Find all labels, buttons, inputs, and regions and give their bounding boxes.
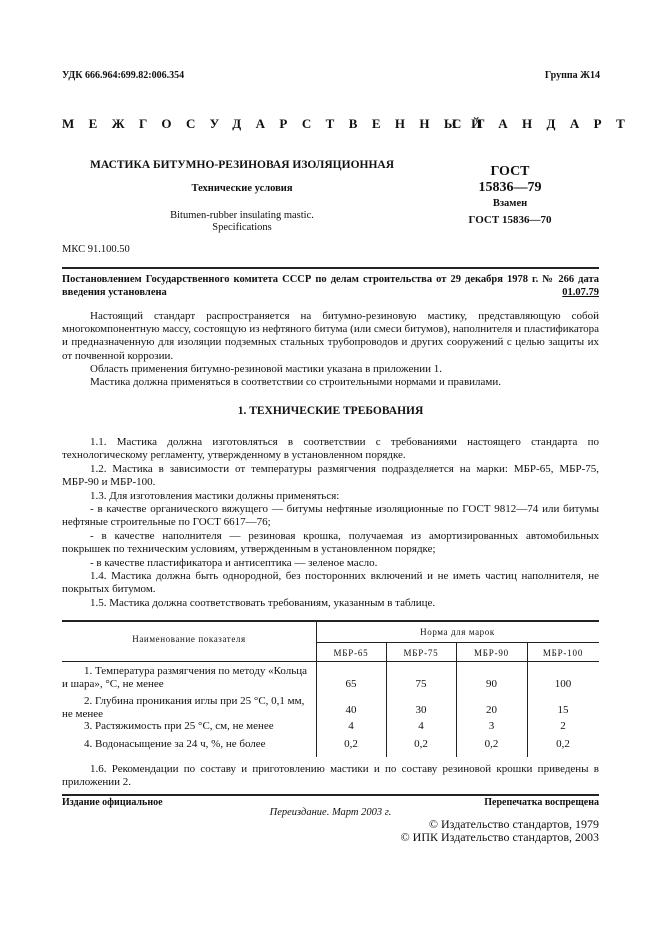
intro-p1-text: Настоящий стандарт распространяется на битумно-резиновую мастику, представляющую собой многокомпонентную массу, состоящую из нефтяного битума (или смеси битумов), наполнителя и пластификатора и предназначенную для изоляции подземных стальных трубопроводов и других сооружений с целью защиты их от почвенной коррозии. [62, 310, 599, 362]
document-title: МАСТИКА БИТУМНО-РЕЗИНОВАЯ ИЗОЛЯЦИОННАЯ [89, 159, 395, 171]
item-1-3-text: 1.3. Для изготовления мастики должны применяться: [90, 490, 340, 502]
row-3-name: 3. Растяжимость при 25 °С, см, не менее [84, 720, 274, 732]
row-2-name-line1: 2. Глубина проникания иглы при 25 °С, 0,1 мм, [84, 695, 305, 707]
row-4-val-65: 0,2 [344, 738, 358, 750]
row-1-name-line1: 1. Температура размягчения по методу «Кольца [84, 665, 307, 677]
item-1-6 [62, 763, 599, 789]
row-4-val-90: 0,2 [484, 738, 499, 750]
section-heading: 1. ТЕХНИЧЕСКИЕ ТРЕБОВАНИЯ [237, 405, 424, 417]
grade-mbr-75: МБР-75 [403, 648, 439, 658]
table-header-norm: Норма для марок [420, 627, 495, 637]
banner-standard: СТАНДАРТ [452, 116, 640, 131]
replaces-standard: ГОСТ 15836—70 [468, 214, 552, 226]
gost-label: ГОСТ [490, 164, 530, 179]
row-3-val-65: 4 [348, 720, 354, 732]
table-header-bottom-rule [62, 661, 599, 662]
item-1-3-binder [62, 503, 599, 529]
intro-p2-text: Область применения битумно-резиновой мастики указана в приложении 1. [90, 363, 443, 375]
document-subtitle: Технические условия [191, 183, 293, 194]
table-top-rule [62, 620, 599, 622]
row-3-val-75: 4 [418, 720, 424, 732]
group-code: Группа Ж14 [544, 70, 600, 81]
table-header-indicator: Наименование показателя [132, 634, 246, 644]
item-1-5-text: 1.5. Мастика должна соответствовать требованиям, указанным в таблице. [90, 597, 436, 609]
item-1-3-plasticizer [62, 557, 599, 570]
row-2-val-75: 30 [415, 704, 427, 716]
copyright-2003: © ИПК Издательство стандартов, 2003 [400, 830, 599, 844]
mks-code: МКС 91.100.50 [62, 244, 130, 255]
reprint-prohibited: Перепечатка воспрещена [484, 797, 599, 808]
item-1-6-text: 1.6. Рекомендации по составу и приготовлению мастики и по составу резиновой крошки приведены в приложении 2. [62, 763, 599, 789]
divider-footer [62, 794, 599, 796]
intro-paragraph-3 [62, 376, 599, 389]
reissue-note: Переиздание. Март 2003 г. [269, 807, 392, 818]
item-1-3-plasticizer-text: - в качестве пластификатора и антисептика — зеленое масло. [90, 557, 378, 569]
table-header-subrule [316, 642, 599, 643]
gost-number: 15836—79 [478, 180, 542, 195]
row-2-val-65: 40 [345, 704, 357, 716]
row-2-val-90: 20 [486, 704, 497, 716]
row-3-val-100: 2 [560, 720, 566, 732]
udk-code: УДК 666.964:699.82:006.354 [62, 70, 185, 81]
english-title-line2: Specifications [212, 222, 272, 233]
row-1-val-90: 90 [486, 678, 497, 690]
row-2-name-line2: не менее [62, 708, 104, 720]
grade-mbr-100: МБР-100 [542, 648, 584, 658]
item-1-3-filler-text: - в качестве наполнителя — резиновая крошка, получаемая из амортизированных автомобильных покрышек по техническим условиям, утвержденным в установленном порядке; [62, 530, 599, 556]
grade-mbr-90: МБР-90 [474, 648, 509, 658]
item-1-3-filler [62, 530, 599, 556]
row-2-val-100: 15 [557, 704, 569, 716]
item-1-5 [62, 597, 599, 610]
item-1-2-text: 1.2. Мастика в зависимости от температуры размягчения подразделяется на марки: МБР-65, МБР-75, МБР-90 и МБР-100. [62, 463, 599, 489]
item-1-3-binder-text: - в качестве органического вяжущего — битумы нефтяные изоляционные по ГОСТ 9812—74 или битумы нефтяные строительные по ГОСТ 6617—76; [62, 503, 599, 529]
decree-body: Постановлением Государственного комитета СССР по делам строительства от 29 декабря 1978 г. № 266 дата введения установлена [62, 274, 599, 298]
row-1-val-65: 65 [345, 678, 357, 690]
replaces-label: Взамен [492, 198, 528, 209]
divider-top [62, 267, 599, 269]
intro-p3-text: Мастика должна применяться в соответствии со строительными нормами и правилами. [90, 376, 501, 388]
intro-paragraph-2 [62, 363, 599, 376]
row-3-val-90: 3 [488, 720, 495, 732]
official-edition: Издание официальное [62, 797, 163, 808]
row-1-val-100: 100 [554, 678, 572, 690]
item-1-3 [62, 490, 599, 503]
decree-date: 01.07.79 [562, 287, 599, 298]
grade-mbr-65: МБР-65 [333, 648, 369, 658]
decree-text [62, 274, 599, 299]
row-1-name-line2: и шара», °С, не менее [62, 678, 164, 690]
table-row-2 [62, 695, 314, 721]
item-1-2 [62, 463, 599, 489]
copyright-1979: © Издательство стандартов, 1979 [428, 817, 599, 831]
item-1-1-text: 1.1. Мастика должна изготовляться в соответствии с требованиями настоящего стандарта по технологическому регламенту, утвержденному в установленном порядке. [62, 436, 599, 462]
item-1-4-text: 1.4. Мастика должна быть однородной, без посторонних включений и не иметь частиц наполнителя, не покрытых битумом. [62, 570, 599, 596]
item-1-1 [62, 436, 599, 462]
row-1-val-75: 75 [415, 678, 427, 690]
row-4-name: 4. Водонасыщение за 24 ч, %, не более [84, 738, 266, 750]
row-4-val-75: 0,2 [414, 738, 428, 750]
table-row-1 [62, 665, 314, 691]
item-1-4 [62, 570, 599, 596]
english-title-line1: Bitumen-rubber insulating mastic. [170, 210, 314, 221]
row-4-val-100: 0,2 [556, 738, 570, 750]
intro-paragraph-1 [62, 310, 599, 363]
banner-interstate: МЕЖГОСУДАРСТВЕННЫЙ [62, 116, 496, 131]
